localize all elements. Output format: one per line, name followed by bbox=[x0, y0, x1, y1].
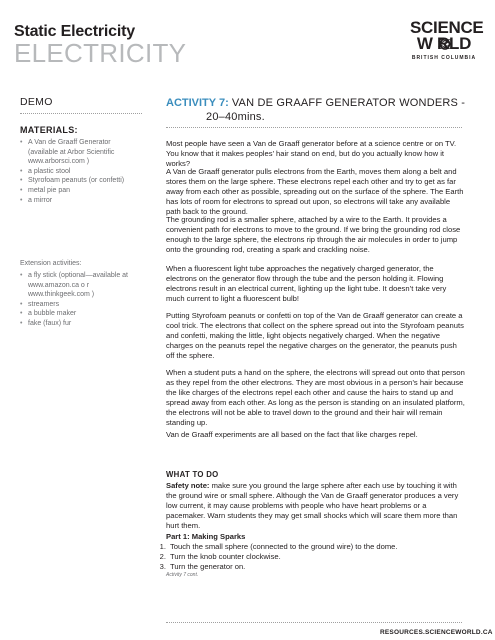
activity-name: VAN DE GRAAFF GENERATOR WONDERS - bbox=[231, 97, 466, 109]
list-item bbox=[20, 167, 150, 177]
step-text: Touch the small sphere (connected to the ground wire) to the dome. bbox=[170, 542, 398, 551]
safety-note bbox=[166, 481, 466, 531]
extension-list bbox=[20, 271, 150, 329]
paragraph-text: A Van de Graaff generator pulls electrons from the Earth, moves them along a belt and stores them on the large sphere. These electrons repel each other and try to get as far away from each other as possible, spreading out on the surface of the sphere. The Earth has lots of room for electrons to spread out upon, so electrons will take any available path back to the ground. bbox=[166, 167, 464, 216]
activity-number: ACTIVITY 7: bbox=[166, 97, 229, 109]
list-item bbox=[20, 186, 150, 196]
list-item-text: www.arborsci.com ) bbox=[28, 158, 90, 166]
step-text: Turn the knob counter clockwise. bbox=[170, 552, 281, 561]
paragraph-text: When a student puts a hand on the sphere, the electrons will spread out onto that person as they repel from the other electrons. They are most obvious in a person’s hair because the like charges of the electrons repel each other and cause the hairs to stand up and spread away from each other. As long as the person is standing on an insulated platform, the electrons will not be able to travel down to the ground and their hair will remain standing up. bbox=[166, 368, 465, 427]
list-item-text: • a fly stick (optional—available at bbox=[28, 272, 128, 279]
steps-list bbox=[146, 542, 466, 572]
list-item-text: • metal pie pan bbox=[28, 186, 71, 194]
paragraph bbox=[166, 264, 466, 304]
title-divider bbox=[166, 127, 462, 128]
paragraph bbox=[166, 368, 466, 428]
part-heading: Part 1: Making Sparks bbox=[166, 532, 246, 541]
paragraph bbox=[166, 215, 466, 255]
paragraph-text: When a fluorescent light tube approaches the negatively charged generator, the electrons on the generator flow through the tube and the person holding it. Flowing electrons result in an electrical current, lighting up the light tube. It doesn’t take very much current to light a fluorescent bulb! bbox=[166, 264, 447, 303]
paragraph-text: The grounding rod is a smaller sphere, attached by a wire to the Earth. It provides a convenient path for electrons to move to the ground. If we bring the grounding rod close enough to the large sphere, the electrons rip through the air molecules in order to jump onto the grounding rod, creating a spark and crackling noise. bbox=[166, 215, 461, 254]
step-text: Turn the generator on. bbox=[170, 562, 246, 571]
list-item bbox=[20, 309, 150, 319]
list-item bbox=[20, 271, 150, 300]
step-item bbox=[146, 552, 466, 562]
materials-heading: MATERIALS: bbox=[20, 125, 78, 135]
list-item-text: • A Van de Graaff Generator bbox=[28, 139, 111, 146]
list-item bbox=[20, 319, 150, 329]
list-item-text: • Styrofoam peanuts (or confetti) bbox=[28, 177, 125, 185]
what-to-do-heading: WHAT TO DO bbox=[166, 470, 219, 479]
paragraph bbox=[166, 167, 466, 217]
paragraph bbox=[166, 311, 466, 361]
safety-text: make sure you ground the large sphere after each use by touching it with the ground wire or small sphere. Although the Van de Graaff generator produces a very low current, it may cause problems with people who have heart problems or a pacemaker. Warn students they may get small shocks which will scare them more than hurt them. bbox=[166, 481, 459, 530]
paragraph bbox=[166, 430, 466, 440]
safety-label: Safety note: bbox=[166, 481, 210, 490]
list-item bbox=[20, 176, 150, 186]
paragraph bbox=[166, 139, 466, 169]
list-item-text: • fake (faux) fur bbox=[28, 319, 72, 327]
step-item bbox=[146, 562, 466, 572]
activity-title bbox=[166, 96, 466, 124]
section-kicker: Static Electricity bbox=[14, 23, 135, 40]
list-item bbox=[20, 138, 150, 167]
page-title: ELECTRICITY bbox=[14, 38, 187, 68]
step-number: 1. bbox=[159, 542, 166, 551]
footer-url[interactable]: RESOURCES.SCIENCEWORLD.CA bbox=[380, 629, 493, 636]
paragraph-text: Van de Graaff experiments are all based on the fact that like charges repel. bbox=[166, 430, 418, 439]
sidebar-divider bbox=[20, 113, 142, 114]
list-item-text: • a bubble maker bbox=[28, 310, 77, 318]
list-item-text: • a mirror bbox=[28, 196, 53, 204]
extension-heading: Extension activities: bbox=[20, 260, 82, 267]
demo-label: DEMO bbox=[20, 96, 53, 108]
footer-divider bbox=[166, 622, 462, 623]
list-item-text: • a plastic stool bbox=[28, 167, 71, 175]
list-item-text: www.amazon.ca o r bbox=[28, 281, 90, 289]
logo-line-3: BRITISH COLUMBIA bbox=[411, 55, 477, 61]
logo-line-1: SCIENCE bbox=[410, 18, 484, 37]
activity-duration: 20–40mins. bbox=[206, 111, 265, 123]
science-world-logo bbox=[410, 18, 484, 61]
list-item-text: • streamers bbox=[28, 300, 60, 308]
step-number: 3. bbox=[159, 562, 166, 571]
materials-list bbox=[20, 138, 150, 205]
list-item-text: (available at Arbor Scientific bbox=[28, 148, 115, 156]
paragraph-text: Putting Styrofoam peanuts or confetti on top of the Van de Graaff generator can create a cool trick. The electrons that collect on the sphere spread out into the Styrofoam peanuts and confetti, making the little, light objects negatively charged. When the negative charges on the peanuts repel the negative charges on the generator, the peanuts push off the sphere. bbox=[166, 311, 464, 360]
list-item-text: www.thinkgeek.com ) bbox=[28, 291, 95, 299]
list-item bbox=[20, 300, 150, 310]
continued-note: Activity 7 cont. bbox=[166, 572, 199, 578]
step-number: 2. bbox=[159, 552, 166, 561]
list-item bbox=[20, 196, 150, 206]
logo-line-2: W RLD bbox=[416, 34, 472, 53]
step-item bbox=[146, 542, 466, 552]
paragraph-text: Most people have seen a Van de Graaff generator before at a science centre or on TV. You know that it makes peoples’ hair stand on end, but do you actually know how it works? bbox=[166, 139, 457, 168]
atom-icon bbox=[432, 35, 458, 53]
